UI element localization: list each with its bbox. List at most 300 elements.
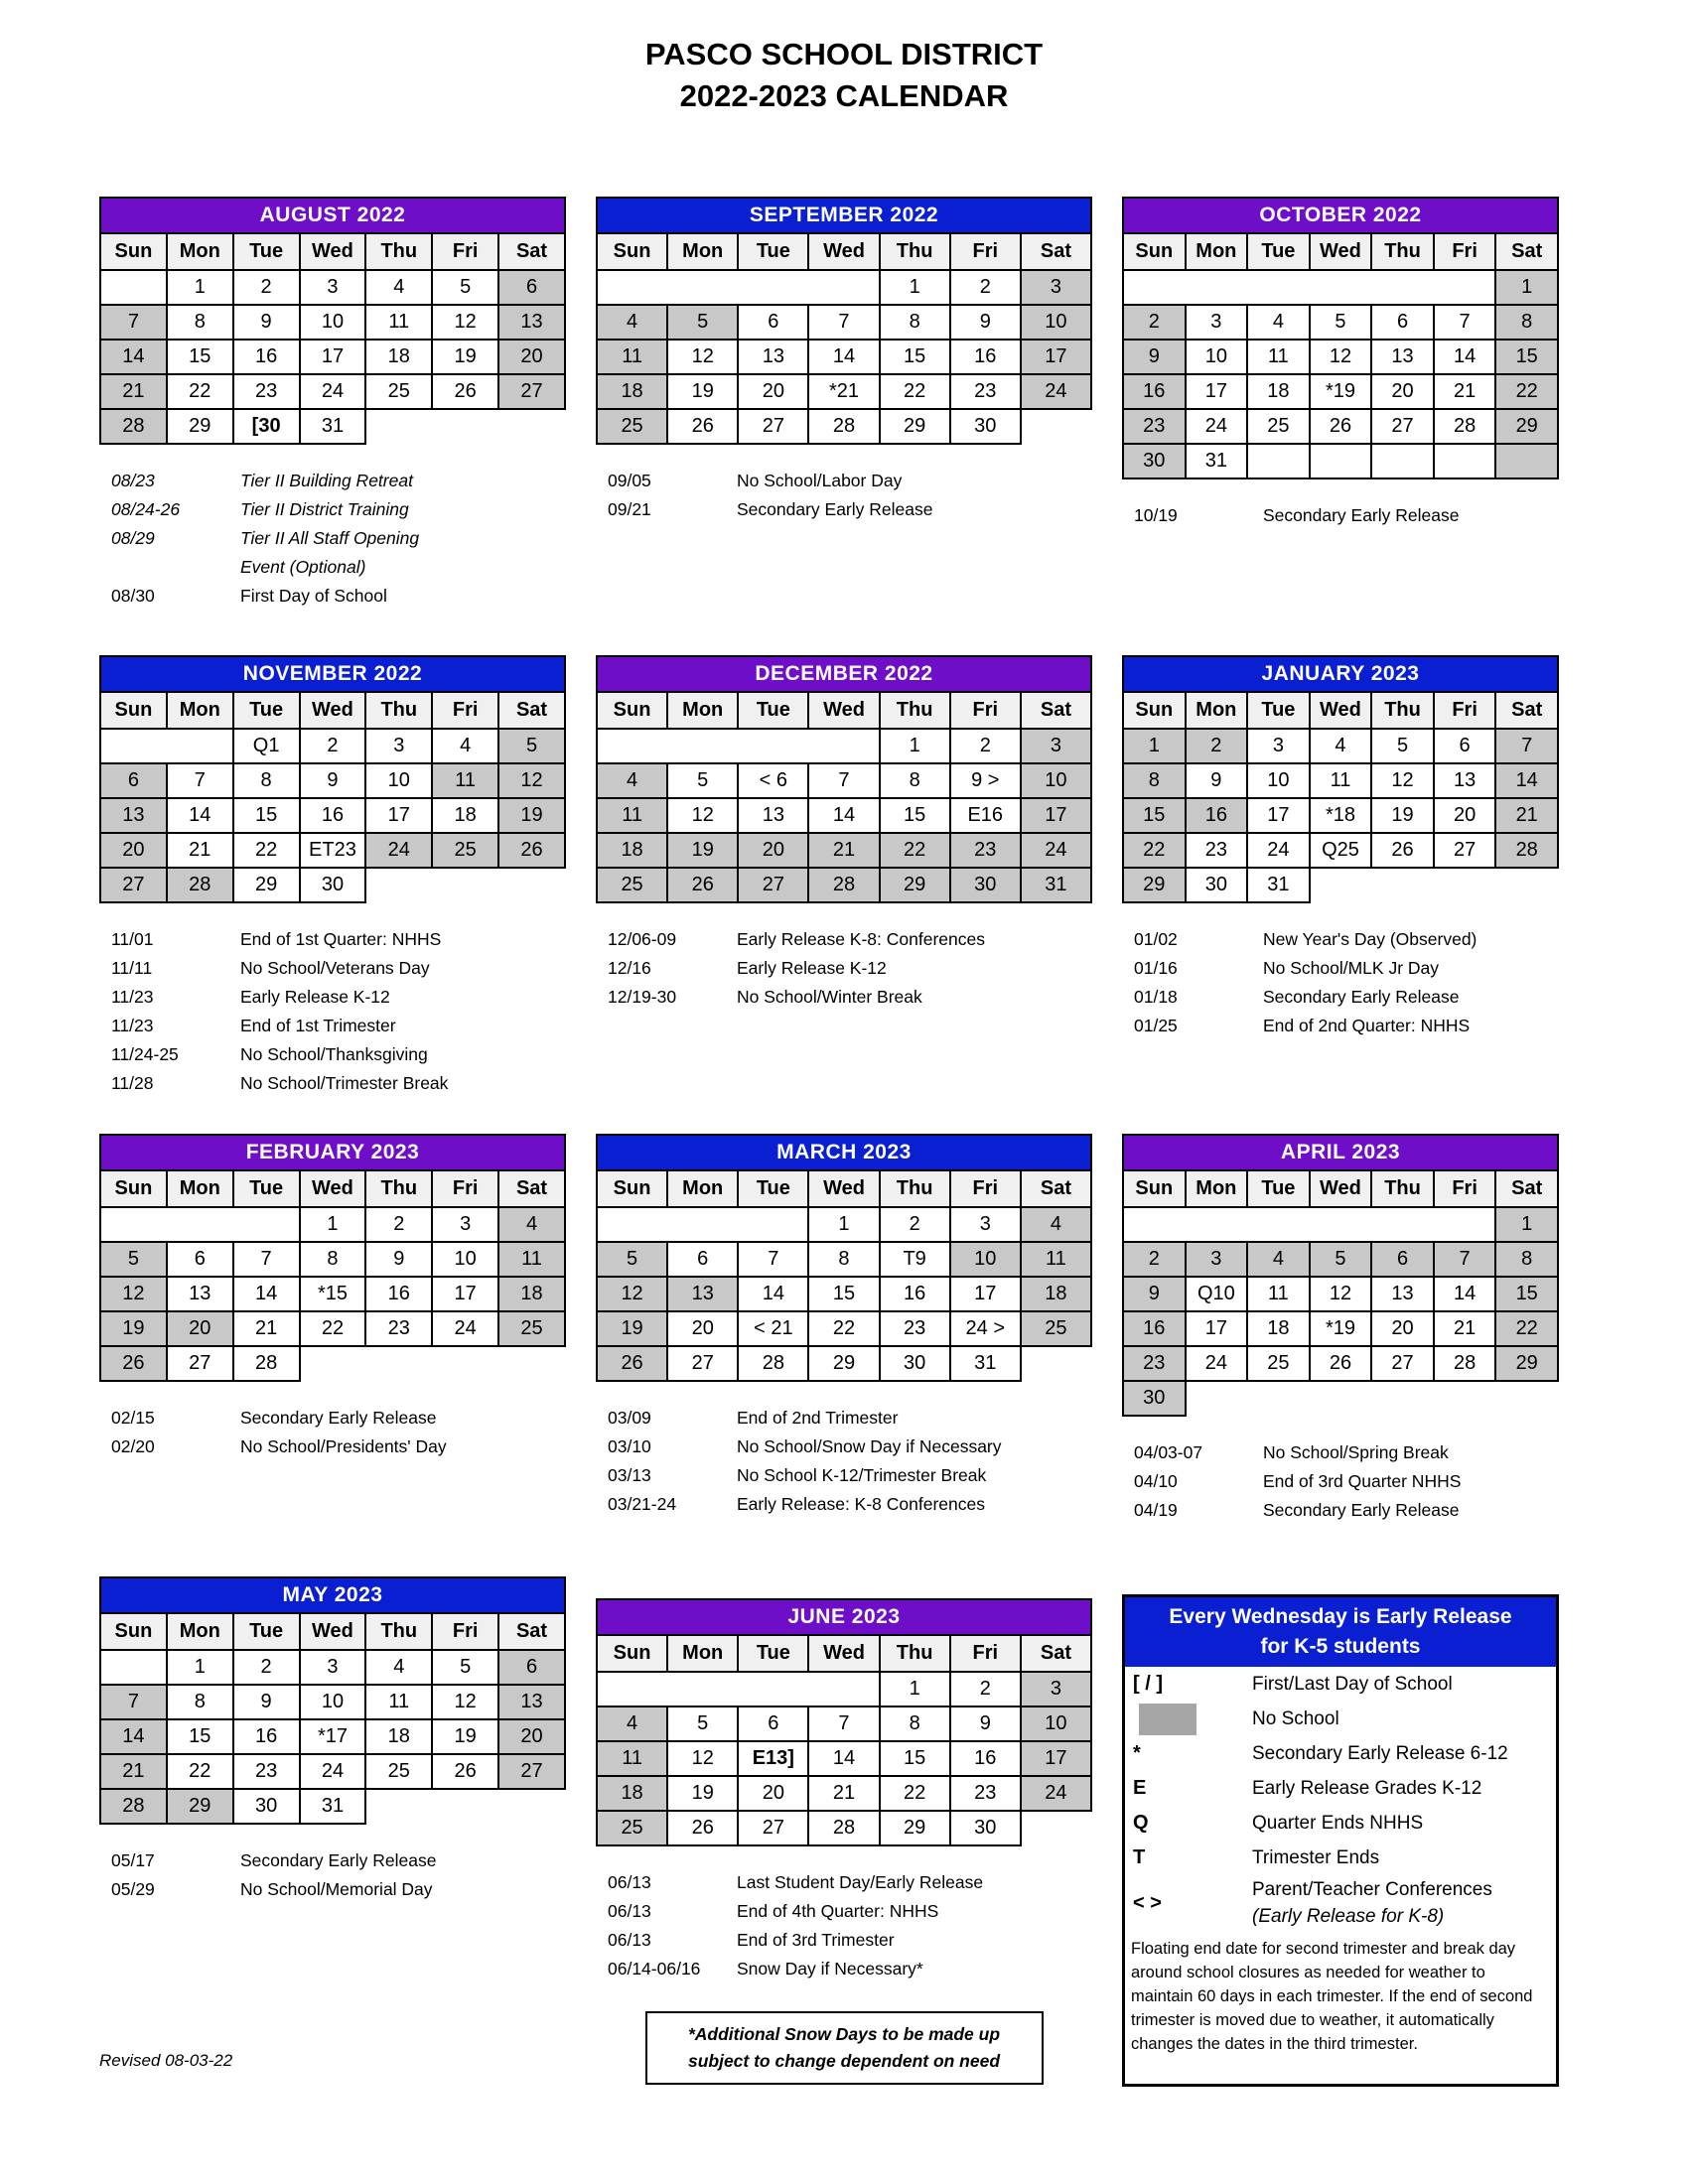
day-cell: 29	[167, 1789, 233, 1824]
empty-cell	[365, 409, 432, 444]
day-header-fri: Fri	[432, 233, 498, 270]
day-header-fri: Fri	[1434, 233, 1496, 270]
day-header-wed: Wed	[1310, 1170, 1372, 1207]
note-row	[1122, 925, 1559, 954]
day-cell: 1	[880, 1672, 950, 1706]
note-row	[596, 495, 1092, 524]
notes-october-2022	[1122, 501, 1559, 530]
day-cell: 3	[1021, 729, 1091, 763]
day-header-tue: Tue	[233, 1170, 300, 1207]
note-text	[240, 1846, 566, 1875]
day-header-tue: Tue	[1247, 233, 1310, 270]
day-header-mon: Mon	[667, 1635, 738, 1672]
note-date: 11/23	[111, 1016, 154, 1035]
note-row	[596, 925, 1092, 954]
day-header-mon: Mon	[1186, 233, 1248, 270]
day-cell: 12	[667, 798, 738, 833]
day-header-sat: Sat	[498, 233, 565, 270]
day-cell: 25	[498, 1311, 565, 1346]
empty-cell	[100, 1650, 167, 1685]
day-header-mon: Mon	[667, 1170, 738, 1207]
day-cell: Q10	[1186, 1277, 1248, 1311]
empty-cell	[432, 1789, 498, 1824]
day-cell: 3	[1021, 1672, 1091, 1706]
day-cell: 20	[738, 374, 808, 409]
note-row	[99, 954, 566, 983]
day-cell: 23	[1186, 833, 1248, 868]
day-cell: 22	[233, 833, 300, 868]
note-row	[99, 524, 566, 582]
day-cell: 27	[498, 374, 565, 409]
month-march-2023	[596, 1134, 1092, 1519]
calendar-grid-april-2023	[1122, 1134, 1559, 1417]
day-cell: 25	[432, 833, 498, 868]
note-row	[596, 1926, 1092, 1955]
day-cell: < 6	[738, 763, 808, 798]
day-cell: 26	[432, 1754, 498, 1789]
day-cell: 15	[808, 1277, 879, 1311]
empty-cell	[432, 409, 498, 444]
day-cell: 22	[880, 833, 950, 868]
day-cell: 3	[1186, 305, 1248, 340]
day-cell: 5	[100, 1242, 167, 1277]
empty-cell	[1123, 1207, 1495, 1242]
day-header-wed: Wed	[300, 1613, 366, 1650]
day-cell: 23	[233, 1754, 300, 1789]
empty-cell	[1310, 1381, 1372, 1416]
day-cell: 29	[1495, 1346, 1558, 1381]
day-cell: 27	[667, 1346, 738, 1381]
day-cell: 25	[365, 1754, 432, 1789]
day-cell: 11	[1310, 763, 1372, 798]
empty-cell	[432, 868, 498, 902]
day-cell: 28	[1434, 409, 1496, 444]
legend-description-line: Secondary Early Release 6-12	[1252, 1743, 1508, 1764]
day-cell: 2	[1123, 1242, 1186, 1277]
note-text-line: No School/Snow Day if Necessary	[737, 1436, 1002, 1456]
day-cell: 28	[100, 409, 167, 444]
day-cell: 14	[167, 798, 233, 833]
day-cell: 26	[432, 374, 498, 409]
day-cell: 3	[1247, 729, 1310, 763]
day-cell: 27	[167, 1346, 233, 1381]
month-title: JANUARY 2023	[1123, 656, 1558, 692]
day-cell: 25	[1021, 1311, 1091, 1346]
note-date: 06/14-06/16	[608, 1959, 701, 1979]
note-row	[596, 1404, 1092, 1433]
day-cell: 9	[950, 305, 1021, 340]
day-header-sat: Sat	[1021, 692, 1091, 729]
day-cell: 14	[1434, 340, 1496, 374]
legend-item	[1125, 1806, 1556, 1841]
month-title: FEBRUARY 2023	[100, 1135, 565, 1170]
note-date: 08/23	[111, 471, 155, 490]
no-school-swatch	[1139, 1704, 1196, 1735]
note-text-line: No School/Memorial Day	[240, 1879, 433, 1899]
month-title: NOVEMBER 2022	[100, 656, 565, 692]
empty-cell	[1021, 1811, 1091, 1845]
day-header-thu: Thu	[880, 1635, 950, 1672]
note-date: 09/21	[608, 499, 651, 519]
day-cell: 16	[233, 1719, 300, 1754]
day-cell: 6	[667, 1242, 738, 1277]
day-cell: 2	[1186, 729, 1248, 763]
notes-may-2023	[99, 1846, 566, 1904]
day-cell: 13	[1371, 340, 1434, 374]
note-row	[99, 582, 566, 611]
district-name: PASCO SCHOOL DISTRICT	[644, 37, 1044, 71]
day-cell: 20	[498, 1719, 565, 1754]
empty-cell	[100, 1207, 300, 1242]
day-header-sun: Sun	[1123, 1170, 1186, 1207]
legend-description-line: No School	[1252, 1708, 1339, 1729]
day-cell: 2	[880, 1207, 950, 1242]
note-text	[737, 495, 1092, 524]
day-cell: 9	[950, 1706, 1021, 1741]
day-cell: 15	[1123, 798, 1186, 833]
day-header-wed: Wed	[1310, 233, 1372, 270]
legend-title-line2: for K-5 students	[1260, 1635, 1421, 1658]
note-text-line: Early Release K-8: Conferences	[737, 929, 985, 949]
month-february-2023	[99, 1134, 566, 1461]
empty-cell	[1371, 1381, 1434, 1416]
legend-symbol-swatch	[1125, 1704, 1252, 1735]
legend-items	[1125, 1667, 1556, 1931]
note-text-line: No School/Labor Day	[737, 471, 903, 490]
day-header-fri: Fri	[950, 233, 1021, 270]
day-cell: 24	[300, 374, 366, 409]
day-cell: 23	[950, 374, 1021, 409]
empty-cell	[1495, 444, 1558, 478]
day-cell: 20	[498, 340, 565, 374]
note-date: 08/24-26	[111, 499, 181, 519]
month-april-2023	[1122, 1134, 1559, 1525]
day-header-fri: Fri	[950, 1170, 1021, 1207]
day-cell: 3	[1186, 1242, 1248, 1277]
day-cell: 22	[1495, 374, 1558, 409]
day-cell: 11	[498, 1242, 565, 1277]
legend-symbol: < >	[1133, 1891, 1162, 1914]
legend-description-line: Early Release Grades K-12	[1252, 1778, 1482, 1799]
day-cell: 28	[1495, 833, 1558, 868]
note-text-line: No School/Veterans Day	[240, 958, 430, 978]
day-cell: 4	[432, 729, 498, 763]
day-cell: 4	[1021, 1207, 1091, 1242]
month-title: OCTOBER 2022	[1123, 198, 1558, 233]
day-cell: 22	[880, 374, 950, 409]
note-text	[737, 1955, 1092, 1983]
month-october-2022	[1122, 197, 1559, 530]
month-november-2022	[99, 655, 566, 1098]
day-cell: 24	[1247, 833, 1310, 868]
day-cell: 23	[950, 1776, 1021, 1811]
note-text	[737, 1868, 1092, 1897]
notes-june-2023	[596, 1868, 1092, 1983]
note-text	[240, 467, 566, 495]
note-date: 08/30	[111, 586, 155, 606]
day-header-wed: Wed	[808, 233, 879, 270]
day-cell: 22	[1123, 833, 1186, 868]
day-header-tue: Tue	[738, 1635, 808, 1672]
day-cell: 18	[597, 374, 667, 409]
note-text	[737, 954, 1092, 983]
note-text-line: No School/Presidents' Day	[240, 1436, 447, 1456]
day-cell: 18	[1247, 1311, 1310, 1346]
day-cell: 16	[365, 1277, 432, 1311]
day-cell: 14	[1495, 763, 1558, 798]
legend-description-line: Parent/Teacher Conferences	[1252, 1879, 1492, 1900]
day-cell: 8	[233, 763, 300, 798]
note-text-line: Secondary Early Release	[1263, 987, 1460, 1007]
note-date: 01/02	[1134, 929, 1178, 949]
day-header-mon: Mon	[1186, 692, 1248, 729]
day-cell: 17	[1186, 1311, 1248, 1346]
day-cell: 6	[498, 1650, 565, 1685]
day-header-wed: Wed	[808, 1170, 879, 1207]
note-date: 11/28	[111, 1073, 154, 1093]
day-cell: 12	[597, 1277, 667, 1311]
day-cell: 24	[1021, 833, 1091, 868]
day-cell: 24	[1186, 409, 1248, 444]
day-cell: *21	[808, 374, 879, 409]
note-text-line: End of 2nd Trimester	[737, 1408, 899, 1428]
note-row	[596, 1461, 1092, 1490]
day-cell: 3	[1021, 270, 1091, 305]
day-cell: 19	[667, 833, 738, 868]
calendar-grid-september-2022	[596, 197, 1092, 445]
calendar-grid-june-2023	[596, 1598, 1092, 1846]
notes-december-2022	[596, 925, 1092, 1012]
empty-cell	[1371, 868, 1434, 902]
day-header-thu: Thu	[880, 233, 950, 270]
day-cell: 4	[1310, 729, 1372, 763]
day-cell: 18	[365, 1719, 432, 1754]
day-header-thu: Thu	[1371, 1170, 1434, 1207]
day-cell: 25	[597, 409, 667, 444]
day-header-wed: Wed	[300, 233, 366, 270]
day-cell: 27	[1371, 1346, 1434, 1381]
day-header-wed: Wed	[300, 692, 366, 729]
legend-description-line: Trimester Ends	[1252, 1847, 1380, 1868]
day-cell: 11	[1247, 1277, 1310, 1311]
day-cell: 26	[667, 1811, 738, 1845]
day-cell: 9	[233, 1685, 300, 1719]
day-cell: 7	[233, 1242, 300, 1277]
day-header-sat: Sat	[498, 1170, 565, 1207]
note-date: 03/13	[608, 1465, 651, 1485]
notes-september-2022	[596, 467, 1092, 524]
day-header-thu: Thu	[365, 692, 432, 729]
calendar-grid-august-2022	[99, 197, 566, 445]
day-cell: 19	[667, 374, 738, 409]
day-cell: 5	[597, 1242, 667, 1277]
note-text	[1263, 983, 1559, 1012]
note-text-line: End of 1st Quarter: NHHS	[240, 929, 442, 949]
note-row	[596, 1955, 1092, 1983]
day-cell: 8	[1495, 305, 1558, 340]
day-cell: 9 >	[950, 763, 1021, 798]
day-cell: 23	[950, 833, 1021, 868]
day-cell: 17	[300, 340, 366, 374]
day-cell: 1	[167, 270, 233, 305]
day-header-mon: Mon	[1186, 1170, 1248, 1207]
legend-description-line: First/Last Day of School	[1252, 1674, 1453, 1695]
day-cell: 31	[300, 1789, 366, 1824]
legend-header	[1125, 1597, 1556, 1667]
day-cell: 16	[1123, 374, 1186, 409]
day-cell: 29	[880, 409, 950, 444]
note-text-line: Secondary Early Release	[737, 499, 933, 519]
note-text-line: Last Student Day/Early Release	[737, 1872, 984, 1892]
day-header-wed: Wed	[808, 692, 879, 729]
day-header-wed: Wed	[808, 1635, 879, 1672]
note-text	[737, 1490, 1092, 1519]
note-text	[737, 925, 1092, 954]
calendar-year: 2022-2023 CALENDAR	[679, 78, 1009, 113]
day-cell: 16	[880, 1277, 950, 1311]
day-cell: 9	[1123, 1277, 1186, 1311]
note-text-line: Tier II District Training	[240, 499, 409, 519]
day-cell: 21	[233, 1311, 300, 1346]
day-cell: 26	[667, 868, 738, 902]
day-cell: 24	[432, 1311, 498, 1346]
empty-cell	[597, 1207, 808, 1242]
day-cell: 12	[100, 1277, 167, 1311]
day-cell: 13	[498, 305, 565, 340]
day-cell: 28	[808, 409, 879, 444]
day-cell: 22	[167, 374, 233, 409]
day-cell: 24	[1021, 1776, 1091, 1811]
notes-august-2022	[99, 467, 566, 611]
day-cell: 2	[300, 729, 366, 763]
day-cell: 20	[167, 1311, 233, 1346]
day-cell: 11	[597, 1741, 667, 1776]
note-row	[1122, 1438, 1559, 1467]
day-cell: 30	[1123, 1381, 1186, 1416]
day-cell: 7	[100, 305, 167, 340]
day-cell: 6	[100, 763, 167, 798]
day-cell: 7	[1434, 1242, 1496, 1277]
day-header-thu: Thu	[365, 1170, 432, 1207]
day-cell: 20	[1434, 798, 1496, 833]
day-cell: 16	[950, 1741, 1021, 1776]
day-cell: 26	[667, 409, 738, 444]
day-cell: 10	[950, 1242, 1021, 1277]
day-cell: 28	[167, 868, 233, 902]
day-header-tue: Tue	[233, 1613, 300, 1650]
empty-cell	[597, 729, 880, 763]
day-cell: 27	[738, 409, 808, 444]
day-cell: 26	[498, 833, 565, 868]
day-cell: 3	[432, 1207, 498, 1242]
day-cell: 8	[167, 1685, 233, 1719]
day-header-sun: Sun	[100, 1613, 167, 1650]
note-row	[99, 1846, 566, 1875]
day-cell: 14	[100, 1719, 167, 1754]
day-cell: 17	[365, 798, 432, 833]
day-cell: 24 >	[950, 1311, 1021, 1346]
day-cell: 4	[1247, 1242, 1310, 1277]
note-date: 06/13	[608, 1930, 651, 1950]
day-cell: 14	[233, 1277, 300, 1311]
note-date: 10/19	[1134, 505, 1178, 525]
day-cell: 16	[1186, 798, 1248, 833]
day-cell: 2	[1123, 305, 1186, 340]
day-cell: 13	[738, 340, 808, 374]
day-cell: 5	[432, 1650, 498, 1685]
day-cell: 27	[738, 868, 808, 902]
day-cell: 31	[1021, 868, 1091, 902]
month-august-2022	[99, 197, 566, 611]
note-text	[737, 1926, 1092, 1955]
day-cell: 5	[1310, 305, 1372, 340]
day-header-thu: Thu	[880, 692, 950, 729]
day-cell: 9	[300, 763, 366, 798]
day-cell: 23	[233, 374, 300, 409]
day-cell: 3	[950, 1207, 1021, 1242]
day-cell: 14	[808, 798, 879, 833]
note-text-line: No School/Trimester Break	[240, 1073, 449, 1093]
note-date: 08/29	[111, 528, 155, 548]
empty-cell	[100, 729, 233, 763]
day-cell: 17	[950, 1277, 1021, 1311]
day-cell: 12	[432, 305, 498, 340]
note-text-line: Tier II Building Retreat	[240, 471, 413, 490]
calendar-row-2	[99, 655, 1559, 1098]
day-cell: 9	[365, 1242, 432, 1277]
day-cell: 1	[1495, 270, 1558, 305]
empty-cell	[1371, 444, 1434, 478]
empty-cell	[300, 1346, 366, 1381]
day-header-fri: Fri	[432, 692, 498, 729]
legend-description	[1252, 1810, 1556, 1837]
month-december-2022	[596, 655, 1092, 1012]
note-row	[99, 1069, 566, 1098]
day-cell: 2	[233, 1650, 300, 1685]
day-cell: 31	[950, 1346, 1021, 1381]
june-column	[596, 1598, 1092, 2085]
day-header-sun: Sun	[597, 233, 667, 270]
day-header-sat: Sat	[498, 1613, 565, 1650]
note-date: 05/29	[111, 1879, 155, 1899]
note-text-line: End of 3rd Quarter NHHS	[1263, 1471, 1462, 1491]
note-text-line: Secondary Early Release	[240, 1850, 437, 1870]
day-cell: *15	[300, 1277, 366, 1311]
day-header-sat: Sat	[498, 692, 565, 729]
day-cell: 7	[1434, 305, 1496, 340]
empty-cell	[1434, 1381, 1496, 1416]
day-cell: 11	[365, 1685, 432, 1719]
note-row	[1122, 501, 1559, 530]
day-header-sun: Sun	[597, 692, 667, 729]
day-cell: 12	[667, 340, 738, 374]
day-cell: 29	[1495, 409, 1558, 444]
note-text	[240, 495, 566, 524]
calendar-row-4	[99, 1576, 1559, 2087]
day-cell: 23	[365, 1311, 432, 1346]
legend-symbol: Q	[1133, 1812, 1149, 1834]
day-cell: 4	[597, 763, 667, 798]
empty-cell	[498, 1346, 565, 1381]
day-cell: 5	[667, 763, 738, 798]
day-cell: 7	[1495, 729, 1558, 763]
note-date: 11/23	[111, 987, 154, 1007]
calendar-row-3	[99, 1134, 1559, 1525]
day-cell: 24	[300, 1754, 366, 1789]
month-september-2022	[596, 197, 1092, 524]
day-cell: 10	[300, 305, 366, 340]
day-cell: 25	[597, 868, 667, 902]
